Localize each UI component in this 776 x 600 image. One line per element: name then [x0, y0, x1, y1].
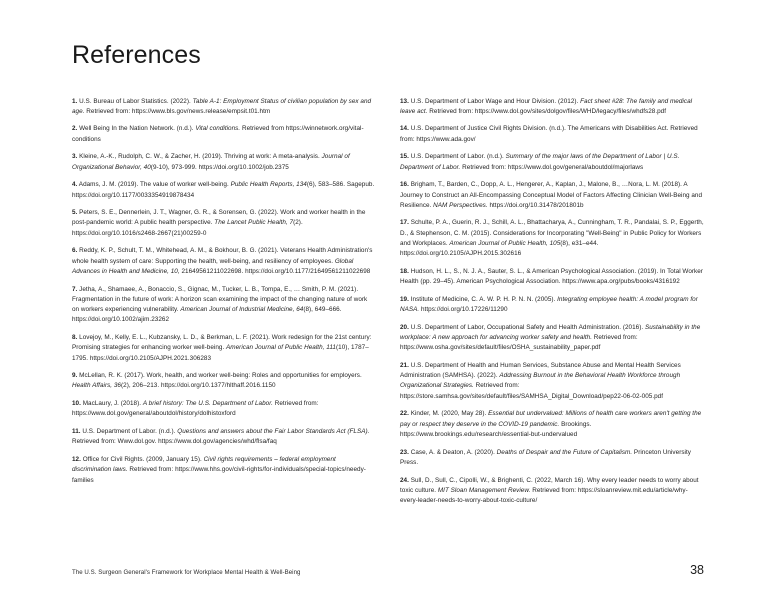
reference-text: Sull, D., Sull, C., Cipolli, W., & Brighenti, C. (2022, March 16). Why every leader needs to worry about toxic culture. MIT Sloan Management Review. Retrieved from: https://sloanreview.mit.edu/article/why-every-leader-needs-to-worry-about-toxic-culture/: [400, 476, 699, 505]
reference-entry: [400, 97, 704, 118]
reference-number: 18.: [400, 267, 409, 275]
reference-text: Well Being In the Nation Network. (n.d.). Vital conditions. Retrieved from https://winnetwork.org/vital-conditions: [72, 125, 364, 143]
reference-number: 23.: [400, 448, 409, 456]
reference-entry: [400, 361, 704, 402]
reference-text: Kleine, A.-K., Rudolph, C. W., & Zacher, H. (2019). Thriving at work: A meta-analysis. Journal of Organizational Behavior, 40(9-10), 973-999. https://doi.org/10.1002/job.2375: [72, 153, 350, 171]
reference-column-left: [72, 97, 376, 507]
page-footer: [72, 564, 704, 577]
reference-text: Institute of Medicine, C. A. W. P. H. P. N. N. (2005). Integrating employee health: A model program for NASA. https://doi.org/10.17226/11290: [400, 295, 698, 314]
reference-text: MacLaury, J. (2018). A brief history: The U.S. Department of Labor. Retrieved from: https://www.dol.gov/general/aboutdol/history/dolhistoxford: [72, 400, 319, 418]
reference-number: 4.: [72, 181, 78, 189]
reference-number: 16.: [400, 181, 409, 189]
reference-entry: [400, 295, 704, 316]
reference-text: McLellan, R. K. (2017). Work, health, and worker well-being: Roles and opportunities for employers. Health Affairs, 36(2), 206–213. https://doi.org/10.1377/hlthaff.2016.1150: [72, 372, 362, 390]
reference-entry: [400, 448, 704, 469]
reference-entry: [400, 180, 704, 211]
reference-columns: [72, 97, 704, 507]
reference-entry: [72, 246, 376, 277]
reference-number: 3.: [72, 153, 78, 161]
reference-entry: [72, 427, 376, 448]
reference-text: U.S. Department of Labor, Occupational Safety and Health Administration. (2016). Sustainability in the workplace: A new approach for advancing worker safety and health. Retrieved from: https://www.osha.gov/sites/default/files/OSHA_sustainability_paper.pdf: [400, 323, 701, 352]
reference-entry: [72, 455, 376, 486]
reference-text: U.S. Department of Health and Human Services, Substance Abuse and Mental Health Services Administration (SAMHSA). (2022). Addressing Burnout in the Behavioral Health Workforce through Organizational Strategies. Retrieved from: https://store.samhsa.gov/sites/default/files/SAMHSA_Digital_Download/pep22-06-02-005.pdf: [400, 361, 681, 400]
reference-entry: [72, 208, 376, 239]
reference-text: Reddy, K. P., Schult, T. M., Whitehead, A. M., & Bokhour, B. G. (2021). Veterans Health Administration's whole health system of care: Supporting the health, well-being, and resiliency of employees. Global Advances in Health and Medicine, 10, 21649561211022698. https://doi.org/10.1177/21649561211022698: [72, 247, 373, 275]
reference-text: Office for Civil Rights. (2009, January 15). Civil rights requirements – federal employment discrimination laws. Retrieved from: https://www.hhs.gov/civil-rights/for-individuals/special-topics/needy-families: [72, 455, 366, 484]
reference-entry: [400, 218, 704, 259]
reference-number: 8.: [72, 334, 78, 342]
reference-text: U.S. Department of Labor. (n.d.). Summary of the major laws of the Department of Labor | U.S. Department of Labor. Retrieved from: https://www.dol.gov/general/aboutdol/majorlaws: [400, 153, 680, 171]
reference-number: 6.: [72, 247, 78, 255]
page-title: References: [72, 41, 201, 69]
reference-entry: [72, 285, 376, 326]
reference-entry: [72, 152, 376, 173]
reference-text: Case, A. & Deaton, A. (2020). Deaths of Despair and the Future of Capitalism. Princeton University Press.: [400, 448, 691, 466]
reference-entry: [72, 124, 376, 145]
reference-text: Adams, J. M. (2019). The value of worker well-being. Public Health Reports, 134(6), 583–586. Sagepub. https://doi.org/10.1177/0033354919878434: [72, 181, 375, 199]
reference-number: 13.: [400, 97, 409, 105]
reference-entry: [72, 97, 376, 118]
reference-number: 11.: [72, 428, 81, 436]
reference-number: 17.: [400, 219, 409, 227]
reference-number: 15.: [400, 153, 409, 161]
reference-text: U.S. Bureau of Labor Statistics. (2022). Table A-1: Employment Status of civilian population by sex and age. Retrieved from: https://www.bls.gov/news.release/empsit.t01.htm: [72, 97, 372, 115]
reference-number: 9.: [72, 372, 78, 380]
reference-entry: [400, 124, 704, 145]
reference-text: Peters, S. E., Dennerlein, J. T., Wagner, G. R., & Sorensen, G. (2022). Work and worker health in the post-pandemic world: A public health perspective. The Lancet Public Health, 7(2). https://doi.org/10.1016/s2468-2667(21)00259-0: [72, 209, 366, 237]
reference-text: Lovejoy, M., Kelly, E. L., Kubzansky, L. D., & Berkman, L. F. (2021). Work redesign for the 21st century: Promising strategies for enhancing worker well-being. American Journal of Public Health, 111(10), 1787–1795. https://doi.org/10.2105/AJPH.2021.306283: [72, 334, 372, 362]
reference-entry: [400, 267, 704, 288]
footer-document-title: The U.S. Surgeon General's Framework for Workplace Mental Health & Well-Being: [72, 568, 301, 576]
reference-entry: [400, 409, 704, 440]
reference-entry: [400, 323, 704, 354]
reference-number: 20.: [400, 323, 409, 331]
reference-text: Kinder, M. (2020, May 28). Essential but undervalued: Millions of health care workers aren't getting the pay or respect they deserve in the COVID-19 pandemic. Brookings. https://www.brookings.edu/research/essential-but-undervalued: [400, 410, 702, 438]
page-number: 38: [690, 562, 704, 577]
reference-number: 7.: [72, 285, 78, 293]
reference-entry: [72, 371, 376, 392]
reference-text: Hudson, H. L., S., N. J. A., Sauter, S. L., & American Psychological Association. (2019). In Total Worker Health (pp. 29–45). American Psychological Association. https://www.apa.org/pubs/books/4316192: [400, 267, 703, 286]
reference-number: 5.: [72, 209, 78, 217]
reference-entry: [72, 180, 376, 201]
reference-text: U.S. Department of Labor. (n.d.). Questions and answers about the Fair Labor Standards Act (FLSA). Retrieved from: Www.dol.gov. https://www.dol.gov/agencies/whd/flsa/faq: [72, 428, 370, 446]
reference-number: 1.: [72, 97, 78, 105]
reference-text: Schulte, P. A., Guerin, R. J., Schill, A. L., Bhattacharya, A., Cunningham, T. R., Pandalai, S. P., Eggerth, D., & Stephenson, C. M. (2015). Considerations for Incorporating "Well-Being" in Public Policy for Workers and Workplaces. American Journal of Public Health, 105(8), e31–e44. https://doi.org/10.2105/AJPH.2015.302616: [400, 219, 704, 258]
reference-number: 10.: [72, 400, 81, 408]
reference-entry: [400, 152, 704, 173]
reference-entry: [72, 399, 376, 420]
reference-text: U.S. Department of Labor Wage and Hour Division. (2012). Fact sheet #28: The family and medical leave act. Retrieved from: https://www.dol.gov/sites/dolgov/files/WHD/legacy/files/whdfs28.pdf: [400, 97, 693, 115]
reference-text: Brigham, T., Barden, C., Dopp, A. L., Hengerer, A., Kaplan, J., Malone, B., …Nora, L. M. (2018). A Journey to Construct an All-Encompassing Conceptual Model of Factors Affecting Clinician Well-Being and Resilience. NAM Perspectives. https://doi.org/10.31478/201801b: [400, 181, 703, 209]
reference-number: 21.: [400, 361, 409, 369]
reference-column-right: [400, 97, 704, 507]
reference-number: 2.: [72, 125, 78, 133]
reference-entry: [72, 333, 376, 364]
reference-number: 19.: [400, 295, 409, 303]
reference-number: 22.: [400, 410, 409, 418]
reference-number: 24.: [400, 476, 409, 484]
reference-entry: [400, 476, 704, 507]
reference-text: U.S. Department of Justice Civil Rights Division. (n.d.). The Americans with Disabilities Act. Retrieved from: https://www.ada.gov/: [400, 125, 698, 143]
reference-text: Jetha, A., Shamaee, A., Bonaccio, S., Gignac, M., Tucker, L. B., Tompa, E., … Smith, P. M. (2021). Fragmentation in the future of work: A horizon scan examining the impact of the changing nature of work on workers experiencing vulnerability. American Journal of Industrial Medicine, 64(8), 649–666. https://doi.org/10.1002/ajim.23262: [72, 285, 368, 324]
reference-number: 12.: [72, 455, 81, 463]
reference-number: 14.: [400, 125, 409, 133]
